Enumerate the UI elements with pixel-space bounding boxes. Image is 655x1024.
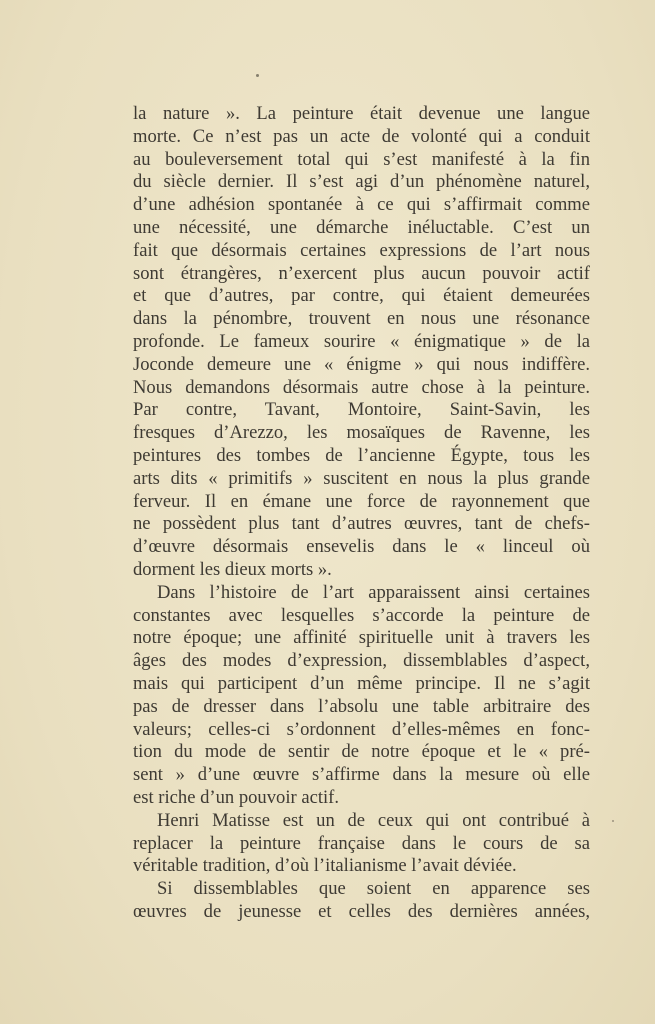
text-line: mais qui participent d’un même principe. Il ne s’agit: [133, 672, 590, 694]
text-line: est riche d’un pouvoir actif.: [133, 786, 340, 808]
print-speck: [256, 74, 259, 77]
text-line: Par contre, Tavant, Montoire, Saint-Savin, les: [133, 399, 590, 421]
text-line: pas de dresser dans l’absolu une table arbitraire des: [133, 695, 590, 717]
text-line: du siècle dernier. Il s’est agi d’un phénomène naturel,: [133, 171, 590, 193]
text-line: d’une adhésion spontanée à ce qui s’affirmait comme: [133, 194, 590, 216]
body-text: [133, 103, 590, 924]
text-line: une nécessité, une démarche inéluctable. C’est un: [133, 216, 590, 238]
text-line: Dans l’histoire de l’art apparaissent ainsi certaines: [157, 581, 590, 603]
text-line: ferveur. Il en émane une force de rayonnement que: [133, 490, 590, 512]
text-line: Si dissemblables que soient en apparence ses: [157, 878, 590, 900]
text-line: au bouleversement total qui s’est manifesté à la fin: [133, 148, 590, 170]
text-line: constantes avec lesquelles s’accorde la peinture de: [133, 604, 590, 626]
paragraph: [133, 582, 590, 810]
text-line: âges des modes d’expression, dissemblables d’aspect,: [133, 650, 590, 672]
text-line: Henri Matisse est un de ceux qui ont contribué à: [157, 809, 590, 831]
text-line: et que d’autres, par contre, qui étaient demeurées: [133, 285, 590, 307]
text-line: Joconde demeure une « énigme » qui nous indiffère.: [133, 353, 590, 375]
text-line: fresques d’Arezzo, les mosaïques de Ravenne, les: [133, 422, 590, 444]
paragraph: [133, 103, 590, 582]
text-line: replacer la peinture française dans le cours de sa: [133, 832, 590, 854]
text-line: œuvres de jeunesse et celles des dernières années,: [133, 900, 590, 922]
text-line: d’œuvre désormais ensevelis dans le « linceul où: [133, 536, 590, 558]
paragraph: [133, 878, 590, 924]
text-line: morte. Ce n’est pas un acte de volonté qui a conduit: [133, 125, 590, 147]
text-line: profonde. Le fameux sourire « énigmatique » de la: [133, 330, 590, 352]
text-line: ne possèdent plus tant d’autres œuvres, tant de chefs-: [133, 513, 590, 535]
text-line: la nature ». La peinture était devenue une langue: [133, 103, 590, 124]
text-line: sent » d’une œuvre s’affirme dans la mesure où elle: [133, 764, 590, 786]
text-line: Nous demandons désormais autre chose à la peinture.: [133, 376, 590, 398]
text-line: véritable tradition, d’où l’italianisme l’avait déviée.: [133, 855, 517, 877]
text-line: notre époque; une affinité spirituelle unit à travers les: [133, 627, 590, 649]
text-line: peintures des tombes de l’ancienne Égypte, tous les: [133, 444, 590, 466]
text-line: dans la pénombre, trouvent en nous une résonance: [133, 308, 590, 330]
text-line: tion du mode de sentir de notre époque et le « pré-: [133, 741, 590, 763]
print-speck: [612, 820, 614, 822]
text-line: dorment les dieux morts ».: [133, 558, 332, 580]
text-line: fait que désormais certaines expressions de l’art nous: [133, 239, 590, 261]
text-line: arts dits « primitifs » suscitent en nous la plus grande: [133, 467, 590, 489]
text-line: sont étrangères, n’exercent plus aucun pouvoir actif: [133, 262, 590, 284]
text-line: valeurs; celles-ci s’ordonnent d’elles-mêmes en fonc-: [133, 718, 590, 740]
paragraph: [133, 810, 590, 878]
